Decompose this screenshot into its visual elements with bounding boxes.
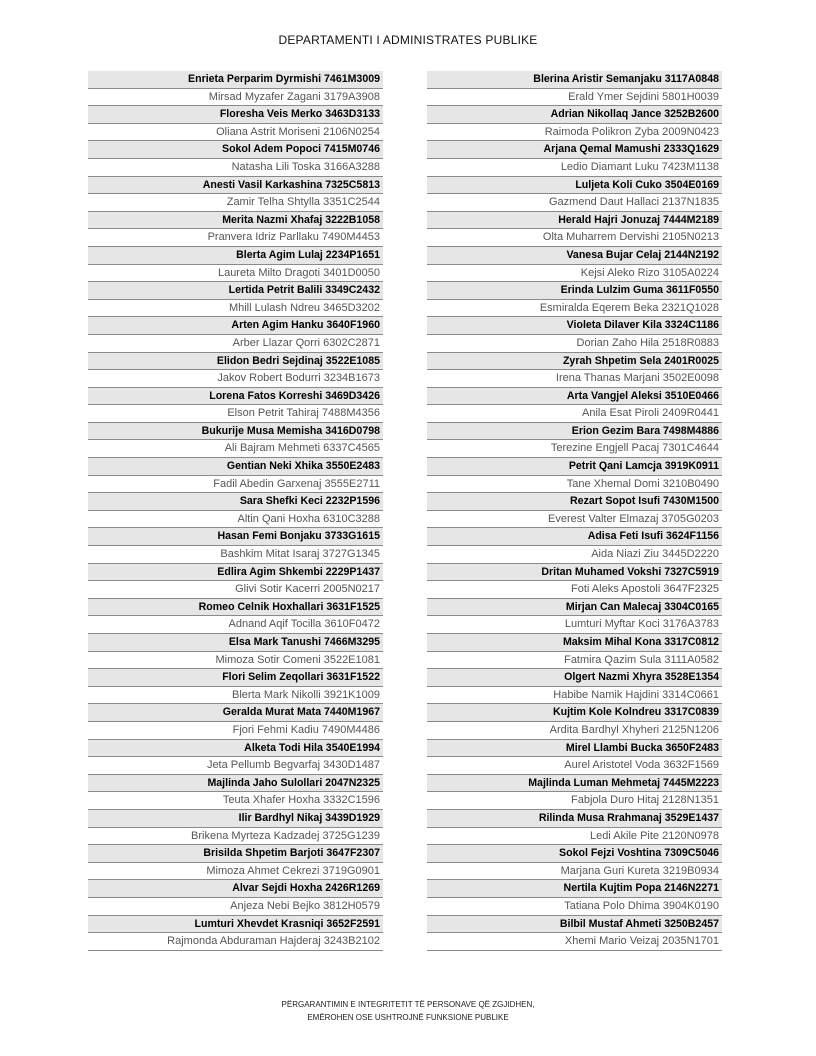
- list-item: Natasha Lili Toska 3166A3288: [88, 159, 383, 177]
- list-item: Arten Agim Hanku 3640F1960: [88, 317, 383, 335]
- list-item: Zyrah Shpetim Sela 2401R0025: [427, 353, 722, 371]
- list-item: Elson Petrit Tahiraj 7488M4356: [88, 405, 383, 423]
- list-item: Maksim Mihal Kona 3317C0812: [427, 634, 722, 652]
- list-item: Adrian Nikollaq Jance 3252B2600: [427, 106, 722, 124]
- list-item: Sara Shefki Keci 2232P1596: [88, 493, 383, 511]
- list-item: Ilir Bardhyl Nikaj 3439D1929: [88, 810, 383, 828]
- list-item: Arber Llazar Qorri 6302C2871: [88, 335, 383, 353]
- list-item: Elsa Mark Tanushi 7466M3295: [88, 634, 383, 652]
- list-item: Arjana Qemal Mamushi 2333Q1629: [427, 141, 722, 159]
- list-item: Mimoza Sotir Comeni 3522E1081: [88, 652, 383, 670]
- list-item: Lumturi Xhevdet Krasniqi 3652F2591: [88, 916, 383, 934]
- list-item: Romeo Celnik Hoxhallari 3631F1525: [88, 599, 383, 617]
- list-item: Irena Thanas Marjani 3502E0098: [427, 370, 722, 388]
- list-item: Mirjan Can Malecaj 3304C0165: [427, 599, 722, 617]
- list-item: Oliana Astrit Moriseni 2106N0254: [88, 124, 383, 142]
- list-item: Hasan Femi Bonjaku 3733G1615: [88, 528, 383, 546]
- list-item: Majlinda Luman Mehmetaj 7445M2223: [427, 775, 722, 793]
- list-item: Marjana Guri Kureta 3219B0934: [427, 863, 722, 881]
- footer-line-1: PËRGARANTIMIN E INTEGRITETIT TË PERSONAVE QË ZGJIDHEN,: [281, 1000, 535, 1009]
- list-item: Mirsad Myzafer Zagani 3179A3908: [88, 89, 383, 107]
- list-item: Lertida Petrit Balili 3349C2432: [88, 282, 383, 300]
- list-item: Terezine Engjell Pacaj 7301C4644: [427, 440, 722, 458]
- list-item: Fabjola Duro Hitaj 2128N1351: [427, 792, 722, 810]
- list-item: Mirel Llambi Bucka 3650F2483: [427, 740, 722, 758]
- list-item: Ledi Akile Pite 2120N0978: [427, 828, 722, 846]
- footer-line-2: EMËROHEN OSE USHTROJNË FUNKSIONE PUBLIKE: [307, 1013, 509, 1022]
- list-item: Kejsi Aleko Rizo 3105A0224: [427, 265, 722, 283]
- list-item: Anesti Vasil Karkashina 7325C5813: [88, 177, 383, 195]
- list-item: Rilinda Musa Rrahmanaj 3529E1437: [427, 810, 722, 828]
- list-item: Blerina Aristir Semanjaku 3117A0848: [427, 71, 722, 89]
- list-item: Lumturi Myftar Koci 3176A3783: [427, 616, 722, 634]
- list-item: Jakov Robert Bodurri 3234B1673: [88, 370, 383, 388]
- list-item: Erion Gezim Bara 7498M4886: [427, 423, 722, 441]
- list-item: Xhemi Mario Veizaj 2035N1701: [427, 933, 722, 951]
- list-item: Fadil Abedin Garxenaj 3555E2711: [88, 476, 383, 494]
- list-item: Erinda Lulzim Guma 3611F0550: [427, 282, 722, 300]
- list-item: Rajmonda Abduraman Hajderaj 3243B2102: [88, 933, 383, 951]
- list-item: Erald Ymer Sejdini 5801H0039: [427, 89, 722, 107]
- list-item: Altin Qani Hoxha 6310C3288: [88, 511, 383, 529]
- list-item: Foti Aleks Apostoli 3647F2325: [427, 581, 722, 599]
- list-item: Gentian Neki Xhika 3550E2483: [88, 458, 383, 476]
- list-item: Jeta Pellumb Begvarfaj 3430D1487: [88, 757, 383, 775]
- list-item: Blerta Mark Nikolli 3921K1009: [88, 687, 383, 705]
- list-item: Edlira Agim Shkembi 2229P1437: [88, 564, 383, 582]
- list-item: Olgert Nazmi Xhyra 3528E1354: [427, 669, 722, 687]
- list-item: Dorian Zaho Hila 2518R0883: [427, 335, 722, 353]
- list-item: Alketa Todi Hila 3540E1994: [88, 740, 383, 758]
- list-item: Anila Esat Piroli 2409R0441: [427, 405, 722, 423]
- list-item: Mimoza Ahmet Cekrezi 3719G0901: [88, 863, 383, 881]
- list-item: Bashkim Mitat Isaraj 3727G1345: [88, 546, 383, 564]
- list-item: Aurel Aristotel Voda 3632F1569: [427, 757, 722, 775]
- list-item: Mhill Lulash Ndreu 3465D3202: [88, 300, 383, 318]
- list-item: Kujtim Kole Kolndreu 3317C0839: [427, 704, 722, 722]
- list-item: Geralda Murat Mata 7440M1967: [88, 704, 383, 722]
- list-item: Majlinda Jaho Sulollari 2047N2325: [88, 775, 383, 793]
- list-item: Habibe Namik Hajdini 3314C0661: [427, 687, 722, 705]
- footer: [0, 998, 816, 1024]
- list-item: Ardita Bardhyl Xhyheri 2125N1206: [427, 722, 722, 740]
- list-item: Merita Nazmi Xhafaj 3222B1058: [88, 212, 383, 230]
- list-item: Fatmira Qazim Sula 3111A0582: [427, 652, 722, 670]
- list-item: Sokol Adem Popoci 7415M0746: [88, 141, 383, 159]
- list-item: Sokol Fejzi Voshtina 7309C5046: [427, 845, 722, 863]
- list-item: Fjori Fehmi Kadiu 7490M4486: [88, 722, 383, 740]
- list-item: Zamir Telha Shtylla 3351C2544: [88, 194, 383, 212]
- right-name-list: [427, 71, 722, 951]
- list-item: Enrieta Perparim Dyrmishi 7461M3009: [88, 71, 383, 89]
- list-item: Ali Bajram Mehmeti 6337C4565: [88, 440, 383, 458]
- list-item: Gazmend Daut Hallaci 2137N1835: [427, 194, 722, 212]
- list-item: Brikena Myrteza Kadzadej 3725G1239: [88, 828, 383, 846]
- list-item: Raimoda Polikron Zyba 2009N0423: [427, 124, 722, 142]
- list-item: Floresha Veis Merko 3463D3133: [88, 106, 383, 124]
- list-item: Adnand Aqif Tocilla 3610F0472: [88, 616, 383, 634]
- list-item: Arta Vangjel Aleksi 3510E0466: [427, 388, 722, 406]
- list-item: Adisa Feti Isufi 3624F1156: [427, 528, 722, 546]
- list-item: Nertila Kujtim Popa 2146N2271: [427, 880, 722, 898]
- list-item: Petrit Qani Lamcja 3919K0911: [427, 458, 722, 476]
- list-item: Tane Xhemal Domi 3210B0490: [427, 476, 722, 494]
- list-item: Esmiralda Eqerem Beka 2321Q1028: [427, 300, 722, 318]
- list-item: Vanesa Bujar Celaj 2144N2192: [427, 247, 722, 265]
- page-title: DEPARTAMENTI I ADMINISTRATES PUBLIKE: [278, 33, 538, 47]
- list-item: Bilbil Mustaf Ahmeti 3250B2457: [427, 916, 722, 934]
- list-item: Herald Hajri Jonuzaj 7444M2189: [427, 212, 722, 230]
- list-item: Flori Selim Zeqollari 3631F1522: [88, 669, 383, 687]
- list-item: Alvar Sejdi Hoxha 2426R1269: [88, 880, 383, 898]
- list-item: Ledio Diamant Luku 7423M1138: [427, 159, 722, 177]
- list-item: Luljeta Koli Cuko 3504E0169: [427, 177, 722, 195]
- list-item: Everest Valter Elmazaj 3705G0203: [427, 511, 722, 529]
- list-item: Brisilda Shpetim Barjoti 3647F2307: [88, 845, 383, 863]
- list-item: Olta Muharrem Dervishi 2105N0213: [427, 229, 722, 247]
- list-item: Laureta Milto Dragoti 3401D0050: [88, 265, 383, 283]
- list-item: Rezart Sopot Isufi 7430M1500: [427, 493, 722, 511]
- list-item: Bukurije Musa Memisha 3416D0798: [88, 423, 383, 441]
- list-item: Blerta Agim Lulaj 2234P1651: [88, 247, 383, 265]
- list-item: Elidon Bedri Sejdinaj 3522E1085: [88, 353, 383, 371]
- list-item: Teuta Xhafer Hoxha 3332C1596: [88, 792, 383, 810]
- list-item: Dritan Muhamed Vokshi 7327C5919: [427, 564, 722, 582]
- list-item: Lorena Fatos Korreshi 3469D3426: [88, 388, 383, 406]
- list-item: Glivi Sotir Kacerri 2005N0217: [88, 581, 383, 599]
- list-item: Anjeza Nebi Bejko 3812H0579: [88, 898, 383, 916]
- list-item: Pranvera Idriz Parllaku 7490M4453: [88, 229, 383, 247]
- list-item: Aida Niazi Ziu 3445D2220: [427, 546, 722, 564]
- left-name-list: [88, 71, 383, 951]
- list-item: Violeta Dilaver Kila 3324C1186: [427, 317, 722, 335]
- list-item: Tatiana Polo Dhima 3904K0190: [427, 898, 722, 916]
